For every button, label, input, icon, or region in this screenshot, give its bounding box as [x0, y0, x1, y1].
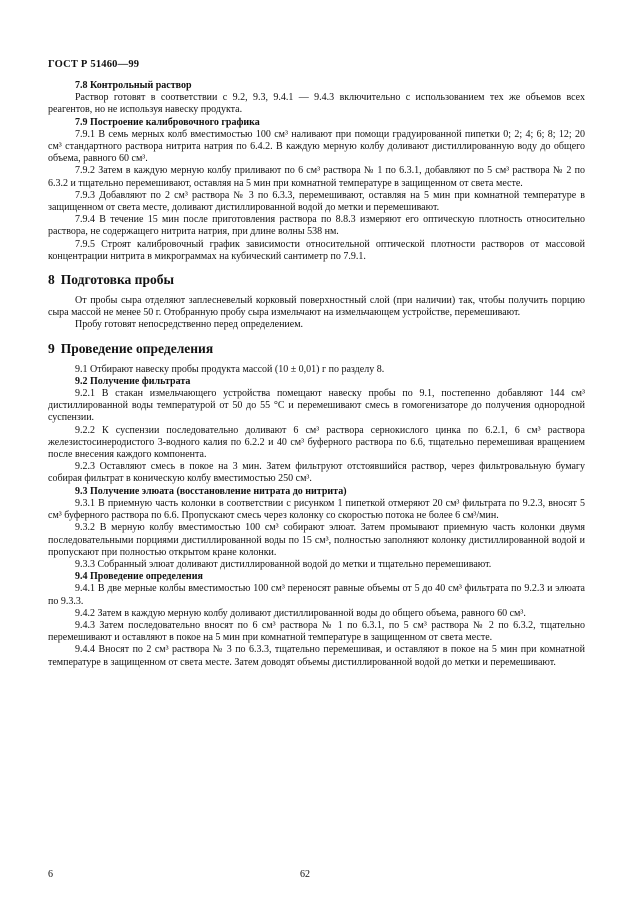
subsection-title-9-4: 9.4 Проведение определения: [75, 571, 203, 583]
section-heading-9: [48, 341, 585, 357]
section-title-8: Подготовка пробы: [60, 272, 174, 288]
paragraph-7-9-2: 7.9.2 Затем в каждую мерную колбу приливают по 6 см³ раствора № 1 по 6.3.1, добавляют по 5 см³ раствора № 2 по 6.3.2 и тщательно перемешивают, оставляя на 5 мин при комнатной температуре в защищенном от света месте.: [48, 165, 585, 189]
document-header: ГОСТ Р 51460—99: [48, 59, 140, 70]
page-number-left: 6: [48, 869, 53, 880]
subsection-title-9-2: 9.2 Получение фильтрата: [75, 375, 191, 387]
paragraph-7-9-3: 7.9.3 Добавляют по 2 см³ раствора № 3 по 6.3.3, перемешивают, оставляя на 5 мин при комнатной температуре в защищенном от света месте, доливают дистиллированной водой до метки и перемешивают.: [48, 189, 585, 214]
paragraph-9-4-4: 9.4.4 Вносят по 2 см³ раствора № 3 по 6.3.3, тщательно перемешивая, и оставляют в покое на 5 мин при комнатной температуре в защищенном от света месте. Затем доводят объемы дистиллированной водой до метки и перемешивают.: [48, 644, 585, 668]
page-number-center: 62: [300, 869, 310, 880]
paragraph-9-4-2: 9.4.2 Затем в каждую мерную колбу доливают дистиллированной воды до общего объема, равного 60 см³.: [75, 607, 526, 619]
subsection-title-9-3: 9.3 Получение элюата (восстановление нитрата до нитрита): [75, 485, 347, 497]
paragraph-8-b: Пробу готовят непосредственно перед определением.: [75, 319, 304, 331]
section-number-9: 9: [48, 340, 55, 356]
paragraph-9-3-2: 9.3.2 В мерную колбу вместимостью 100 см³ собирают элюат. Затем промывают приемную часть колонки двумя последовательными порциями дистиллированной воды по 15 см³, полностью заполняют колонку дистиллированной водой и пропускают при полностью открытом кране колонки.: [48, 522, 585, 558]
document-body: [48, 80, 585, 669]
subsection-title-7-8: 7.8 Контрольный раствор: [75, 80, 192, 91]
paragraph-7-9-1: 7.9.1 В семь мерных колб вместимостью 100 см³ наливают при помощи градуированной пипетки 0; 2; 4; 6; 8; 12; 20 см³ стандартного раствора нитрита натрия по 6.4.2. В каждую мерную колбу доливают дистиллированную воду до общего объема, равного 60 см³.: [48, 128, 585, 165]
paragraph-9-2-1: 9.2.1 В стакан измельчающего устройства помещают навеску пробы по 9.1, постепенно добавляют 144 см³ дистиллированной воды температурой от 50 до 55 °С и перемешивают смесь в гомогенизаторе до получения однородной суспензии.: [48, 388, 585, 424]
paragraph-9-3-3: 9.3.3 Собранный элюат доливают дистиллированной водой до метки и тщательно перемешивают.: [75, 558, 492, 570]
paragraph-9-1: 9.1 Отбирают навеску пробы продукта массой (10 ± 0,01) г по разделу 8.: [75, 363, 385, 375]
section-title-9: Проведение определения: [60, 340, 214, 356]
section-number-8: 8: [48, 272, 55, 288]
section-heading-8: [48, 272, 585, 288]
subsection-title-7-9: 7.9 Построение калибровочного графика: [75, 116, 260, 128]
paragraph-9-2-2: 9.2.2 К суспензии последовательно доливают 6 см³ раствора сернокислого цинка по 6.2.1, 6 см³ раствора железистосинеродистого 3-водного калия по 6.2.2 и 40 см³ буферного раствора по 6.6, тщательно перемешивая вращением после внесения каждого компонента.: [48, 424, 585, 461]
paragraph-9-4-1: 9.4.1 В две мерные колбы вместимостью 100 см³ переносят равные объемы от 5 до 40 см³ фильтрата по 9.2.3 и элюата по 9.3.3.: [48, 583, 585, 607]
paragraph-8-a: От пробы сыра отделяют заплесневелый корковый поверхностный слой (при наличии) так, чтобы получить порцию сыра массой не менее 50 г. Отобранную пробу сыра измельчают на измельчающем устройстве, перемешивают.: [48, 295, 585, 319]
paragraph-7-9-5: 7.9.5 Строят калибровочный график зависимости относительной оптической плотности растворов от массовой концентрации нитрита в микрограммах на кубический сантиметр по 7.9.1.: [48, 238, 585, 262]
paragraph-9-2-3: 9.2.3 Оставляют смесь в покое на 3 мин. Затем фильтруют отстоявшийся раствор, через фильтровальную бумагу собирая фильтрат в коническую колбу вместимостью 250 см³.: [48, 461, 585, 485]
paragraph-9-4-3: 9.4.3 Затем последовательно вносят по 6 см³ раствора № 1 по 6.3.1, по 5 см³ раствора № 2 по 6.3.2, тщательно перемешивают и оставляют в покое на 5 мин при комнатной температуре в защищенном от света месте.: [48, 619, 585, 644]
paragraph-7-8: Раствор готовят в соответствии с 9.2, 9.3, 9.4.1 — 9.4.3 включительно с использованием тех же объемов всех реагентов, но не используя навеску продукта.: [48, 92, 585, 116]
paragraph-9-3-1: 9.3.1 В приемную часть колонки в соответствии с рисунком 1 пипеткой отмеряют 20 см³ фильтрата по 9.2.3, вносят 5 см³ буферного раствора по 6.6. Пропускают смесь через колонку со скоростью потока не более 6 см³/мин.: [48, 497, 585, 522]
paragraph-7-9-4: 7.9.4 В течение 15 мин после приготовления раствора по 8.8.3 измеряют его оптическую плотность относительно раствора, не содержащего нитрита натрия, при длине волны 538 нм.: [48, 214, 585, 238]
